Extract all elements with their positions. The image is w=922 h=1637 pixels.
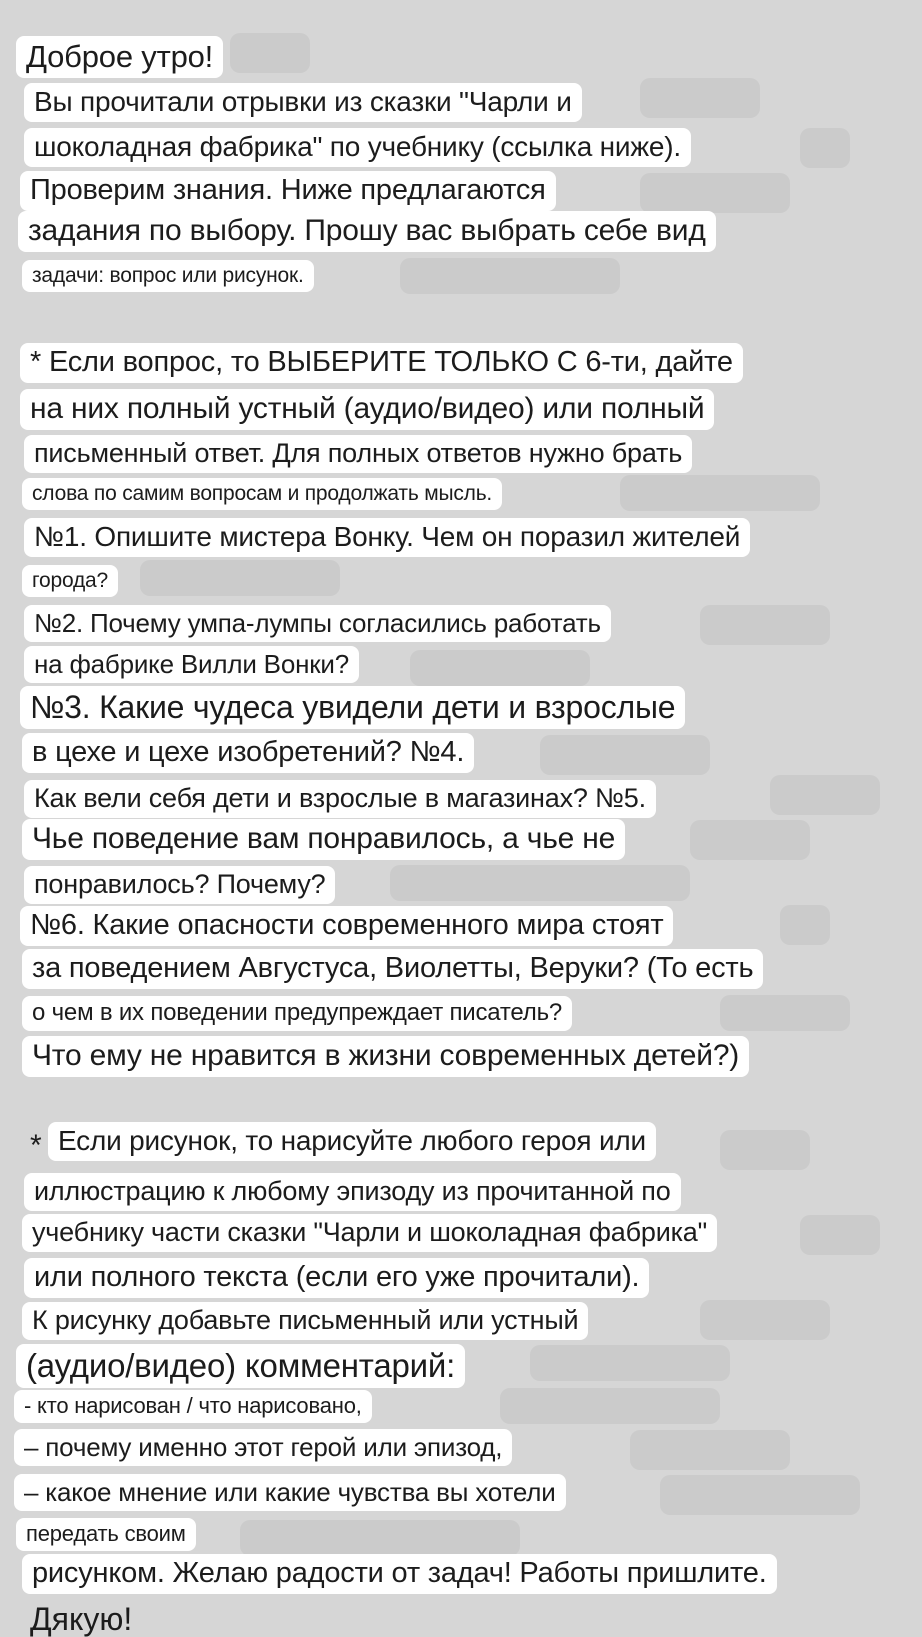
message-line: задания по выбору. Прошу вас выбрать себе вид	[18, 211, 716, 252]
message-line: рисунком. Желаю радости от задач! Работы пришлите.	[22, 1554, 777, 1594]
message-line: №3. Какие чудеса увидели дети и взрослые	[20, 686, 685, 729]
message-line: за поведением Августуса, Виолетты, Веруки? (То есть	[22, 949, 763, 989]
message-line: Доброе утро!	[16, 36, 223, 78]
message-line-cut-off: Дякую!	[30, 1601, 133, 1637]
message-line: учебнику части сказки "Чарли и шоколадная фабрика"	[22, 1214, 717, 1252]
background-artifact	[800, 1215, 880, 1255]
message-line: передать своим	[16, 1518, 196, 1551]
message-line: Если рисунок, то нарисуйте любого героя или	[48, 1122, 656, 1161]
message-line: города?	[22, 565, 118, 597]
message-line: * Если вопрос, то ВЫБЕРИТЕ ТОЛЬКО С 6-ти, дайте	[20, 343, 743, 383]
message-line: Проверим знания. Ниже предлагаются	[20, 171, 556, 211]
message-line: Чье поведение вам понравилось, а чье не	[22, 819, 625, 860]
background-artifact	[400, 258, 620, 294]
background-artifact	[720, 1130, 810, 1170]
background-artifact	[640, 173, 790, 213]
message-line: №6. Какие опасности современного мира стоят	[20, 906, 673, 946]
message-line: №2. Почему умпа-лумпы согласились работать	[24, 605, 611, 642]
message-line: (аудио/видео) комментарий:	[16, 1344, 465, 1388]
background-artifact	[410, 650, 590, 686]
message-line: – какое мнение или какие чувства вы хотели	[14, 1474, 566, 1511]
message-line: письменный ответ. Для полных ответов нужно брать	[24, 435, 692, 473]
background-artifact	[500, 1388, 720, 1424]
background-artifact	[690, 820, 810, 860]
message-line: иллюстрацию к любому эпизоду из прочитанной по	[24, 1173, 681, 1211]
message-line: К рисунку добавьте письменный или устный	[22, 1302, 588, 1340]
message-line: или полного текста (если его уже прочитали).	[24, 1258, 649, 1298]
message-line: задачи: вопрос или рисунок.	[22, 260, 314, 292]
background-artifact	[390, 865, 690, 901]
background-artifact	[720, 995, 850, 1031]
background-artifact	[780, 905, 830, 945]
background-artifact	[800, 128, 850, 168]
message-line: на них полный устный (аудио/видео) или полный	[20, 389, 714, 430]
background-artifact	[700, 1300, 830, 1340]
message-line: №1. Опишите мистера Вонку. Чем он поразил жителей	[24, 518, 750, 557]
background-artifact	[620, 475, 820, 511]
background-artifact	[770, 775, 880, 815]
message-line: шоколадная фабрика" по учебнику (ссылка ниже).	[24, 128, 691, 167]
message-line: Вы прочитали отрывки из сказки "Чарли и	[24, 83, 582, 122]
background-artifact	[140, 560, 340, 596]
background-artifact	[640, 78, 760, 118]
message-line: о чем в их поведении предупреждает писатель?	[22, 996, 572, 1031]
message-line: Как вели себя дети и взрослые в магазинах? №5.	[24, 780, 656, 818]
message-line: - кто нарисован / что нарисовано,	[14, 1390, 372, 1423]
background-artifact	[230, 33, 310, 73]
message-line: – почему именно этот герой или эпизод,	[14, 1429, 512, 1466]
background-artifact	[660, 1475, 860, 1515]
message-line: *	[30, 1129, 42, 1162]
message-line: Что ему не нравится в жизни современных детей?)	[22, 1036, 749, 1077]
background-artifact	[540, 735, 710, 775]
background-artifact	[700, 605, 830, 645]
message-line: слова по самим вопросам и продолжать мысль.	[22, 478, 502, 510]
message-line: на фабрике Вилли Вонки?	[24, 646, 359, 683]
background-artifact	[240, 1520, 520, 1556]
background-artifact	[530, 1345, 730, 1381]
background-artifact	[630, 1430, 790, 1470]
message-line: в цехе и цехе изобретений? №4.	[22, 733, 474, 773]
message-line: понравилось? Почему?	[24, 866, 335, 904]
